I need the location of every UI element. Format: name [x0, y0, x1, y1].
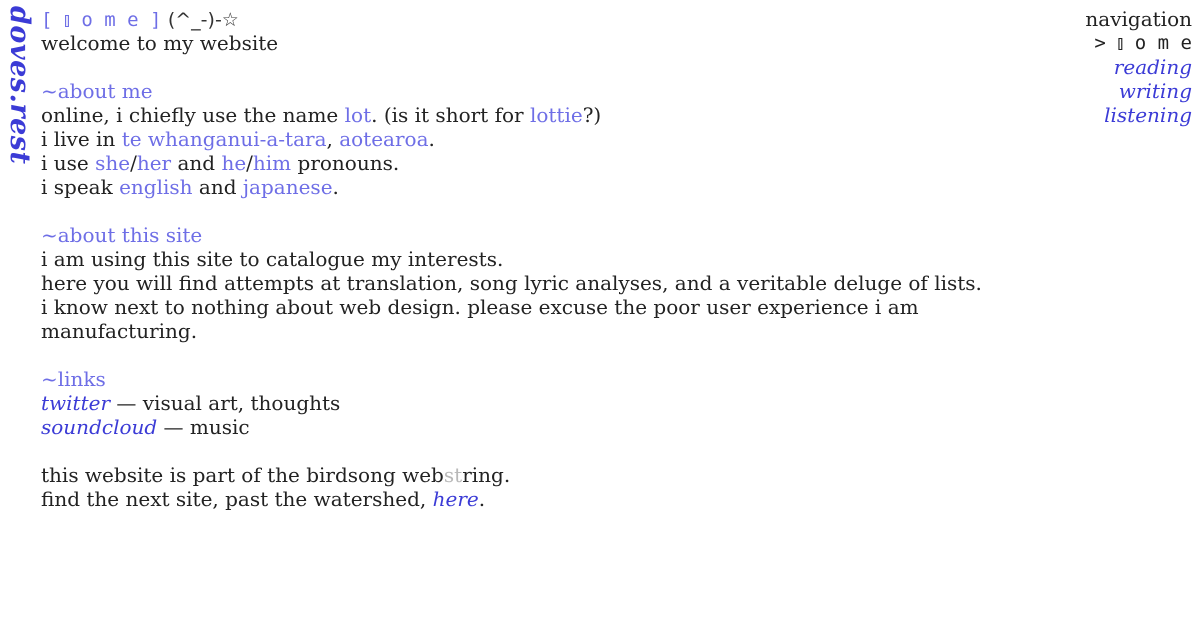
he-link[interactable]: he — [221, 151, 247, 175]
webring-faint-text: st — [443, 463, 463, 487]
site-title: doves.rest — [4, 6, 35, 165]
main-content — [41, 7, 982, 511]
soundcloud-link[interactable]: soundcloud — [41, 415, 158, 439]
city-link[interactable]: te whanganui-a-tara — [121, 127, 327, 151]
webring-line-2: find the next site, past the watershed, here. — [41, 487, 486, 511]
about-me-line-location: i live in te whanganui-a-tara, aotearoa. — [41, 127, 435, 151]
twitter-row: twitter — visual art, thoughts — [41, 391, 341, 415]
alt-name-link[interactable]: lottie — [529, 103, 583, 127]
about-site-line-2: here you will find attempts at translation, song lyric analyses, and a veritable deluge of lists. — [41, 271, 982, 295]
nav-item-writing[interactable]: writing — [1118, 79, 1192, 103]
twitter-link[interactable]: twitter — [41, 391, 111, 415]
she-link[interactable]: she — [95, 151, 131, 175]
about-site-line-3: i know next to nothing about web design. please excuse the poor user experience i am — [41, 295, 919, 319]
him-link[interactable]: him — [252, 151, 292, 175]
links-heading: ~links — [41, 367, 106, 391]
webring-line-1: this website is part of the birdsong webstring. — [41, 463, 511, 487]
navigation-heading: navigation — [1085, 7, 1192, 31]
about-site-line-1: i am using this site to catalogue my interests. — [41, 247, 504, 271]
name-link[interactable]: lot — [344, 103, 372, 127]
webring-next-link[interactable]: here — [432, 487, 479, 511]
nav-item-listening[interactable]: listening — [1104, 103, 1192, 127]
about-site-line-4: manufacturing. — [41, 319, 198, 343]
her-link[interactable]: her — [136, 151, 172, 175]
nav-current-home[interactable]: > ⫾ o m e — [1094, 32, 1192, 54]
about-me-line-name: online, i chiefly use the name lot. (is it short for lottie?) — [41, 103, 602, 127]
about-me-line-pronouns: i use she/her and he/him pronouns. — [41, 151, 400, 175]
soundcloud-row: soundcloud — music — [41, 415, 250, 439]
kaomoji: (^_-)-☆ — [167, 9, 239, 31]
english-link[interactable]: english — [119, 175, 193, 199]
about-me-line-languages: i speak english and japanese. — [41, 175, 339, 199]
navigation-menu — [1085, 7, 1192, 127]
about-site-heading: ~about this site — [41, 223, 203, 247]
home-link[interactable]: [ ⫾ o m e ] — [41, 9, 162, 31]
japanese-link[interactable]: japanese — [242, 175, 333, 199]
nav-item-reading[interactable]: reading — [1113, 55, 1192, 79]
country-link[interactable]: aotearoa — [339, 127, 429, 151]
about-me-heading: ~about me — [41, 79, 153, 103]
welcome-text: welcome to my website — [41, 31, 279, 55]
header-line — [41, 7, 982, 31]
